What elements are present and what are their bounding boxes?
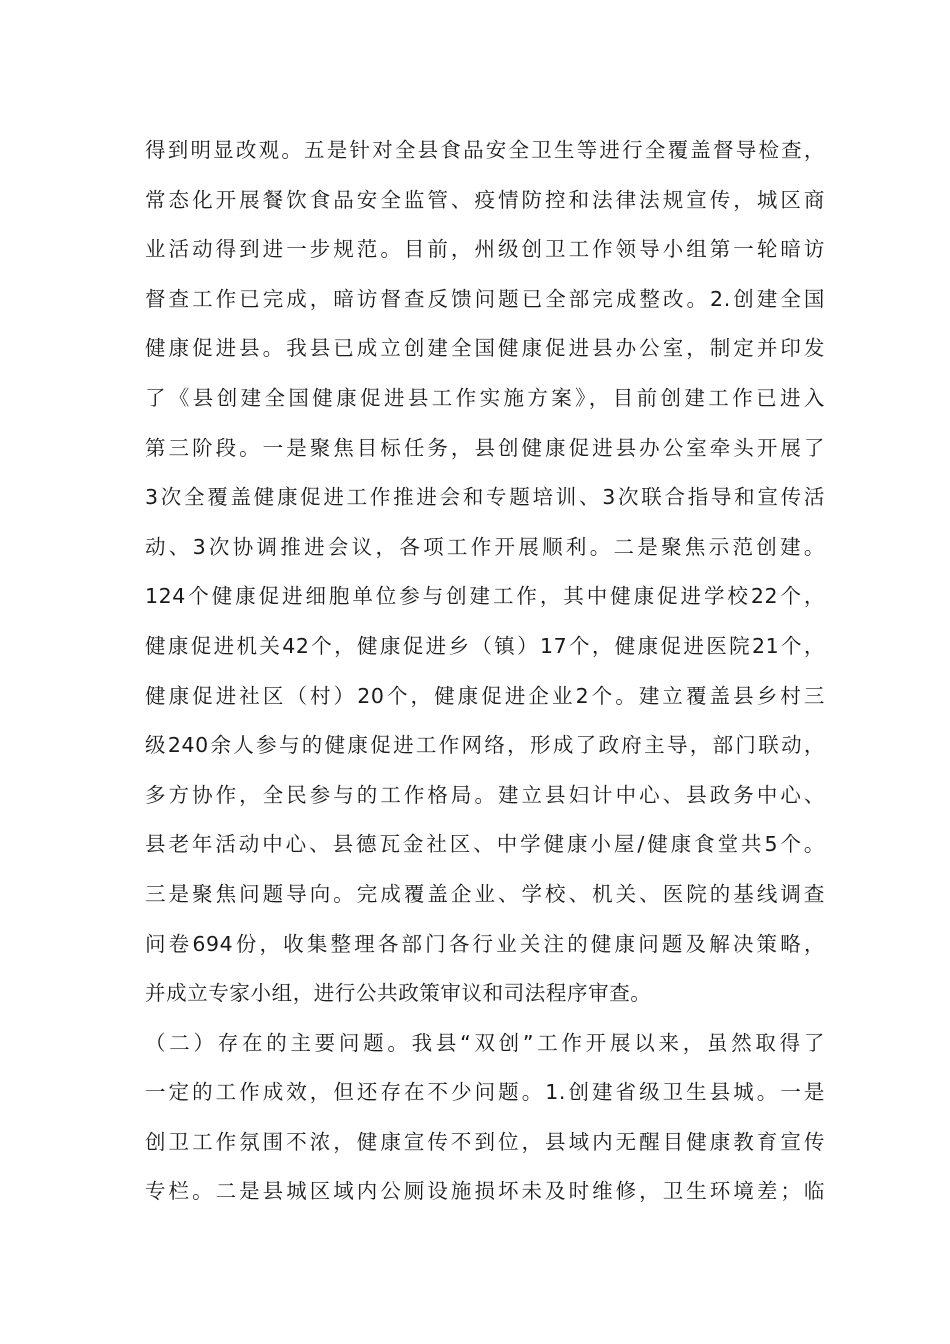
text-line: 一定的工作成效，但还存在不少问题。1.创建省级卫生县城。一是 (145, 1080, 825, 1105)
text-line: 了《县创建全国健康促进县工作实施方案》，目前创建工作已进入 (145, 385, 825, 410)
text-line: 动、3次协调推进会议，各项工作开展顺利。二是聚焦示范创建。 (145, 534, 825, 559)
text-line: 124个健康促进细胞单位参与创建工作，其中健康促进学校22个， (145, 584, 825, 609)
text-line: 三是聚焦问题导向。完成覆盖企业、学校、机关、医院的基线调查 (145, 881, 825, 906)
text-line: 第三阶段。一是聚焦目标任务，县创健康促进县办公室牵头开展了 (145, 435, 825, 460)
text-line: 健康促进机关42个，健康促进乡（镇）17个，健康促进医院21个， (145, 633, 825, 658)
text-line: 督查工作已完成，暗访督查反馈问题已全部完成整改。2.创建全国 (145, 286, 825, 311)
text-line: 问卷694份，收集整理各部门各行业关注的健康问题及解决策略， (145, 931, 825, 956)
text-line: 专栏。二是县城区域内公厕设施损坏未及时维修，卫生环境差；临 (145, 1179, 825, 1204)
text-line: 健康促进县。我县已成立创建全国健康促进县办公室，制定并印发 (145, 336, 825, 361)
text-line: 3次全覆盖健康促进工作推进会和专题培训、3次联合指导和宣传活 (145, 485, 825, 510)
body-text (145, 126, 825, 1217)
text-line: （二）存在的主要问题。我县“双创”工作开展以来，虽然取得了 (145, 1030, 825, 1055)
text-line: 常态化开展餐饮食品安全监管、疫情防控和法律法规宣传，城区商 (145, 187, 825, 212)
text-line: 并成立专家小组，进行公共政策审议和司法程序审查。 (145, 981, 652, 1006)
text-line: 多方协作，全民参与的工作格局。建立县妇计中心、县政务中心、 (145, 782, 825, 807)
text-line: 县老年活动中心、县德瓦金社区、中学健康小屋/健康食堂共5个。 (145, 832, 825, 857)
text-line: 级240余人参与的健康促进工作网络，形成了政府主导，部门联动， (145, 733, 825, 758)
text-line: 得到明显改观。五是针对全县食品安全卫生等进行全覆盖督导检查， (145, 138, 825, 162)
text-line: 业活动得到进一步规范。目前，州级创卫工作领导小组第一轮暗访 (145, 237, 825, 262)
text-line: 创卫工作氛围不浓，健康宣传不到位，县域内无醒目健康教育宣传 (145, 1129, 825, 1154)
text-line: 健康促进社区（村）20个，健康促进企业2个。建立覆盖县乡村三 (145, 683, 825, 708)
